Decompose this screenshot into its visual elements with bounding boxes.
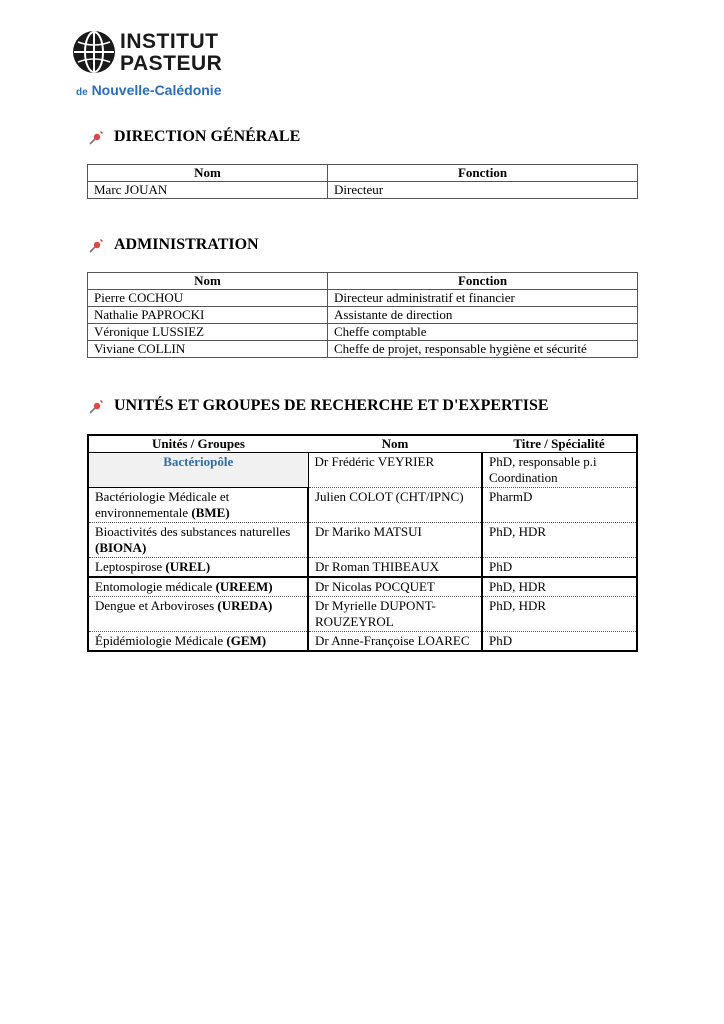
column-header-title: Titre / Spécialité bbox=[482, 435, 637, 453]
cell-title: PhD, responsable p.i Coordination bbox=[482, 453, 637, 488]
section-title: ADMINISTRATION bbox=[114, 236, 259, 253]
unit-label: Bioactivités des substances naturelles bbox=[95, 524, 291, 539]
table-row bbox=[88, 182, 638, 199]
table-header-row bbox=[88, 273, 638, 290]
research-units-table bbox=[87, 434, 638, 652]
cell-name: Marc JOUAN bbox=[88, 182, 328, 199]
cell-name: Dr Myrielle DUPONT-ROUZEYROL bbox=[308, 597, 482, 632]
logo-word-institut: INSTITUT bbox=[120, 30, 219, 53]
direction-table bbox=[87, 164, 638, 199]
cell-name: Nathalie PAPROCKI bbox=[88, 307, 328, 324]
cell-function: Cheffe de projet, responsable hygiène et sécurité bbox=[328, 341, 638, 358]
column-header-nom: Nom bbox=[88, 273, 328, 290]
cell-title: PhD bbox=[489, 633, 513, 648]
cell-function: Directeur administratif et financier bbox=[328, 290, 638, 307]
unit-code: (UREL) bbox=[165, 559, 211, 574]
unit-code: (BME) bbox=[191, 505, 230, 520]
unit-label: Leptospirose bbox=[95, 559, 166, 574]
cell-unit-highlighted: Bactériopôle bbox=[88, 453, 308, 488]
column-header-fonction: Fonction bbox=[328, 273, 638, 290]
cell-title: PhD, HDR bbox=[482, 523, 637, 558]
cell-unit bbox=[88, 597, 308, 632]
table-row bbox=[88, 324, 638, 341]
cell-name: Dr Roman THIBEAUX bbox=[308, 558, 482, 578]
logo-location: Nouvelle-Calédonie bbox=[91, 82, 222, 98]
section-title: UNITÉS ET GROUPES DE RECHERCHE ET D'EXPERTISE bbox=[114, 397, 549, 414]
table-row bbox=[88, 597, 637, 632]
cell-name: Dr Anne-Françoise LOAREC bbox=[308, 632, 482, 652]
column-header-nom: Nom bbox=[88, 165, 328, 182]
section-heading-research-units bbox=[88, 397, 549, 415]
table-row bbox=[88, 341, 638, 358]
table-row bbox=[88, 453, 637, 488]
table-header-row bbox=[88, 435, 637, 453]
column-header-units: Unités / Groupes bbox=[88, 435, 308, 453]
table-row bbox=[88, 307, 638, 324]
cell-unit bbox=[88, 488, 308, 523]
unit-code: (BIONA) bbox=[95, 540, 147, 555]
cell-title: PhD bbox=[482, 558, 637, 578]
cell-name: Dr Mariko MATSUI bbox=[308, 523, 482, 558]
column-header-nom: Nom bbox=[308, 435, 482, 453]
unit-code: (UREEM) bbox=[215, 579, 273, 594]
unit-label: Entomologie médicale bbox=[95, 579, 216, 594]
column-header-fonction: Fonction bbox=[328, 165, 638, 182]
cell-title: PharmD bbox=[482, 488, 637, 523]
cell-unit bbox=[88, 632, 308, 652]
cell-title: PhD, HDR bbox=[482, 597, 637, 632]
cell-name: Dr Frédéric VEYRIER bbox=[308, 453, 482, 488]
section-heading-direction bbox=[88, 128, 300, 146]
cell-function: Cheffe comptable bbox=[328, 324, 638, 341]
pushpin-icon bbox=[88, 128, 106, 146]
cell-name: Julien COLOT (CHT/IPNC) bbox=[308, 488, 482, 523]
cell-unit bbox=[88, 577, 308, 597]
table-row bbox=[88, 632, 637, 652]
cell-name: Pierre COCHOU bbox=[88, 290, 328, 307]
unit-code: (GEM) bbox=[226, 633, 267, 648]
cell-name: Viviane COLLIN bbox=[88, 341, 328, 358]
cell-name: Véronique LUSSIEZ bbox=[88, 324, 328, 341]
administration-table bbox=[87, 272, 638, 358]
logo-subtitle bbox=[76, 82, 221, 98]
table-row bbox=[88, 523, 637, 558]
logo-word-pasteur: PASTEUR bbox=[120, 52, 223, 75]
cell-name: Dr Nicolas POCQUET bbox=[308, 577, 482, 597]
table-row bbox=[88, 577, 637, 597]
cell-function: Directeur bbox=[328, 182, 638, 199]
table-header-row bbox=[88, 165, 638, 182]
cell-unit bbox=[88, 523, 308, 558]
institut-pasteur-logo bbox=[72, 28, 242, 100]
unit-code: (UREDA) bbox=[217, 598, 273, 613]
unit-label: Dengue et Arboviroses bbox=[95, 598, 218, 613]
globe-icon bbox=[72, 30, 116, 74]
table-row bbox=[88, 558, 637, 578]
table-row bbox=[88, 488, 637, 523]
pushpin-icon bbox=[88, 236, 106, 254]
unit-label: Épidémiologie Médicale bbox=[95, 633, 227, 648]
cell-unit bbox=[88, 558, 308, 578]
cell-title: PhD, HDR bbox=[482, 577, 637, 597]
logo-prefix: de bbox=[76, 87, 88, 98]
table-row bbox=[88, 290, 638, 307]
unit-label: Bactériologie Médicale et environnementale bbox=[95, 489, 230, 520]
cell-function: Assistante de direction bbox=[328, 307, 638, 324]
section-title: DIRECTION GÉNÉRALE bbox=[114, 128, 301, 145]
pushpin-icon bbox=[88, 397, 106, 415]
section-heading-administration bbox=[88, 236, 259, 254]
